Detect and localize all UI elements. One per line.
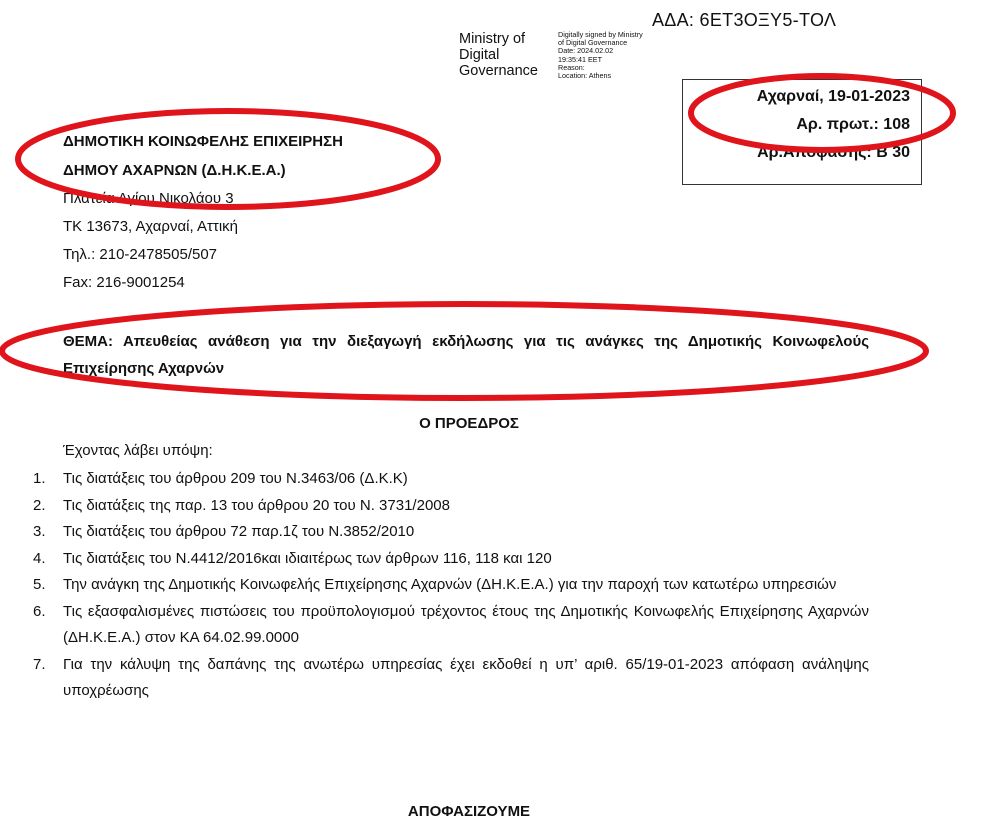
item-text: Τις διατάξεις του άρθρου 72 παρ.1ζ του Ν.3852/2010	[63, 523, 415, 540]
item-text: Την ανάγκη της Δημοτικής Κοινωφελής Επιχείρησης Αχαρνών (ΔΗ.Κ.Ε.Α.) για την παροχή των κατωτέρω υπηρεσιών	[63, 576, 837, 593]
signature-detail-line: Date: 2024.02.02	[558, 46, 614, 56]
ministry-line: Ministry of	[459, 31, 526, 47]
org-postal: ΤΚ 13673, Αχαρναί, Αττική	[63, 218, 239, 235]
item-number: 4.	[33, 549, 46, 567]
subject-line: ΘΕΜΑ: Απευθείας ανάθεση για την διεξαγωγή εκδήλωσης για τις ανάγκες της Δημοτικής Κοινωφελούς Επιχείρησης Αχαρνών	[63, 333, 869, 377]
highlight-ellipse-organization	[18, 111, 438, 207]
item-text: Τις διατάξεις του άρθρου 209 του Ν.3463/06 (Δ.Κ.Κ)	[63, 470, 408, 487]
org-address: Πλατεία Αγίου Νικολάου 3	[63, 190, 234, 207]
org-name-line1: ΔΗΜΟΤΙΚΗ ΚΟΙΝΩΦΕΛΗΣ ΕΠΙΧΕΙΡΗΣΗ	[63, 133, 343, 150]
ministry-line: Governance	[459, 63, 538, 79]
org-fax: Fax: 216-9001254	[63, 274, 185, 291]
decision-number: Αρ.Αποφασης: Β 30	[757, 144, 910, 161]
considering-intro: Έχοντας λάβει υπόψη:	[63, 442, 213, 459]
signature-detail-line: Reason:	[558, 62, 585, 72]
signature-detail-line: of Digital Governance	[558, 38, 628, 48]
item-number: 3.	[33, 523, 46, 540]
item-number: 7.	[33, 655, 46, 673]
signature-detail-line: 19:35:41 EET	[558, 54, 602, 64]
item-text: Τις διατάξεις του Ν.4412/2016και ιδιαιτέρως των άρθρων 116, 118 και 120	[63, 549, 552, 567]
item-text: Τις εξασφαλισμένες πιστώσεις του προϋπολογισμού τρέχοντος έτους της Δημοτικής Κοινωφελής Επιχείρησης Αχαρνών (ΔΗ.Κ.Ε.Α.) στον ΚΑ 64.02.99.0000	[63, 602, 869, 646]
signature-detail-line: Digitally signed by Ministry	[558, 30, 643, 39]
ministry-line: Digital	[459, 47, 500, 63]
highlight-ellipse-date	[691, 76, 953, 150]
item-number: 6.	[33, 602, 46, 620]
place-date: Αχαρναί, 19-01-2023	[756, 88, 910, 105]
org-phone: Τηλ.: 210-2478505/507	[63, 246, 218, 263]
president-heading: Ο ΠΡΟΕΔΡΟΣ	[419, 415, 519, 432]
item-number: 2.	[33, 496, 46, 514]
item-number: 5.	[33, 576, 46, 593]
protocol-number: Αρ. πρωτ.: 108	[796, 116, 910, 133]
item-text: Τις διατάξεις της παρ. 13 του άρθρου 20 του Ν. 3731/2008	[63, 496, 450, 514]
highlight-ellipse-subject	[2, 304, 926, 398]
signature-detail-line: Location: Athens	[558, 71, 612, 81]
decision-heading: ΑΠΟΦΑΣΙΖΟΥΜΕ	[407, 803, 531, 820]
ada-code: ΑΔΑ: 6ΕΤ3ΟΞΥ5-ΤΟΛ	[652, 10, 837, 30]
item-text: Για την κάλυψη της δαπάνης της ανωτέρω υπηρεσίας έχει εκδοθεί η υπ’ αριθ. 65/19-01-2023 απόφαση ανάληψης υποχρέωσης	[63, 655, 869, 699]
item-number: 1.	[33, 470, 46, 487]
org-name-line2: ΔΗΜΟΥ ΑΧΑΡΝΩΝ (Δ.Η.Κ.Ε.Α.)	[63, 162, 286, 179]
